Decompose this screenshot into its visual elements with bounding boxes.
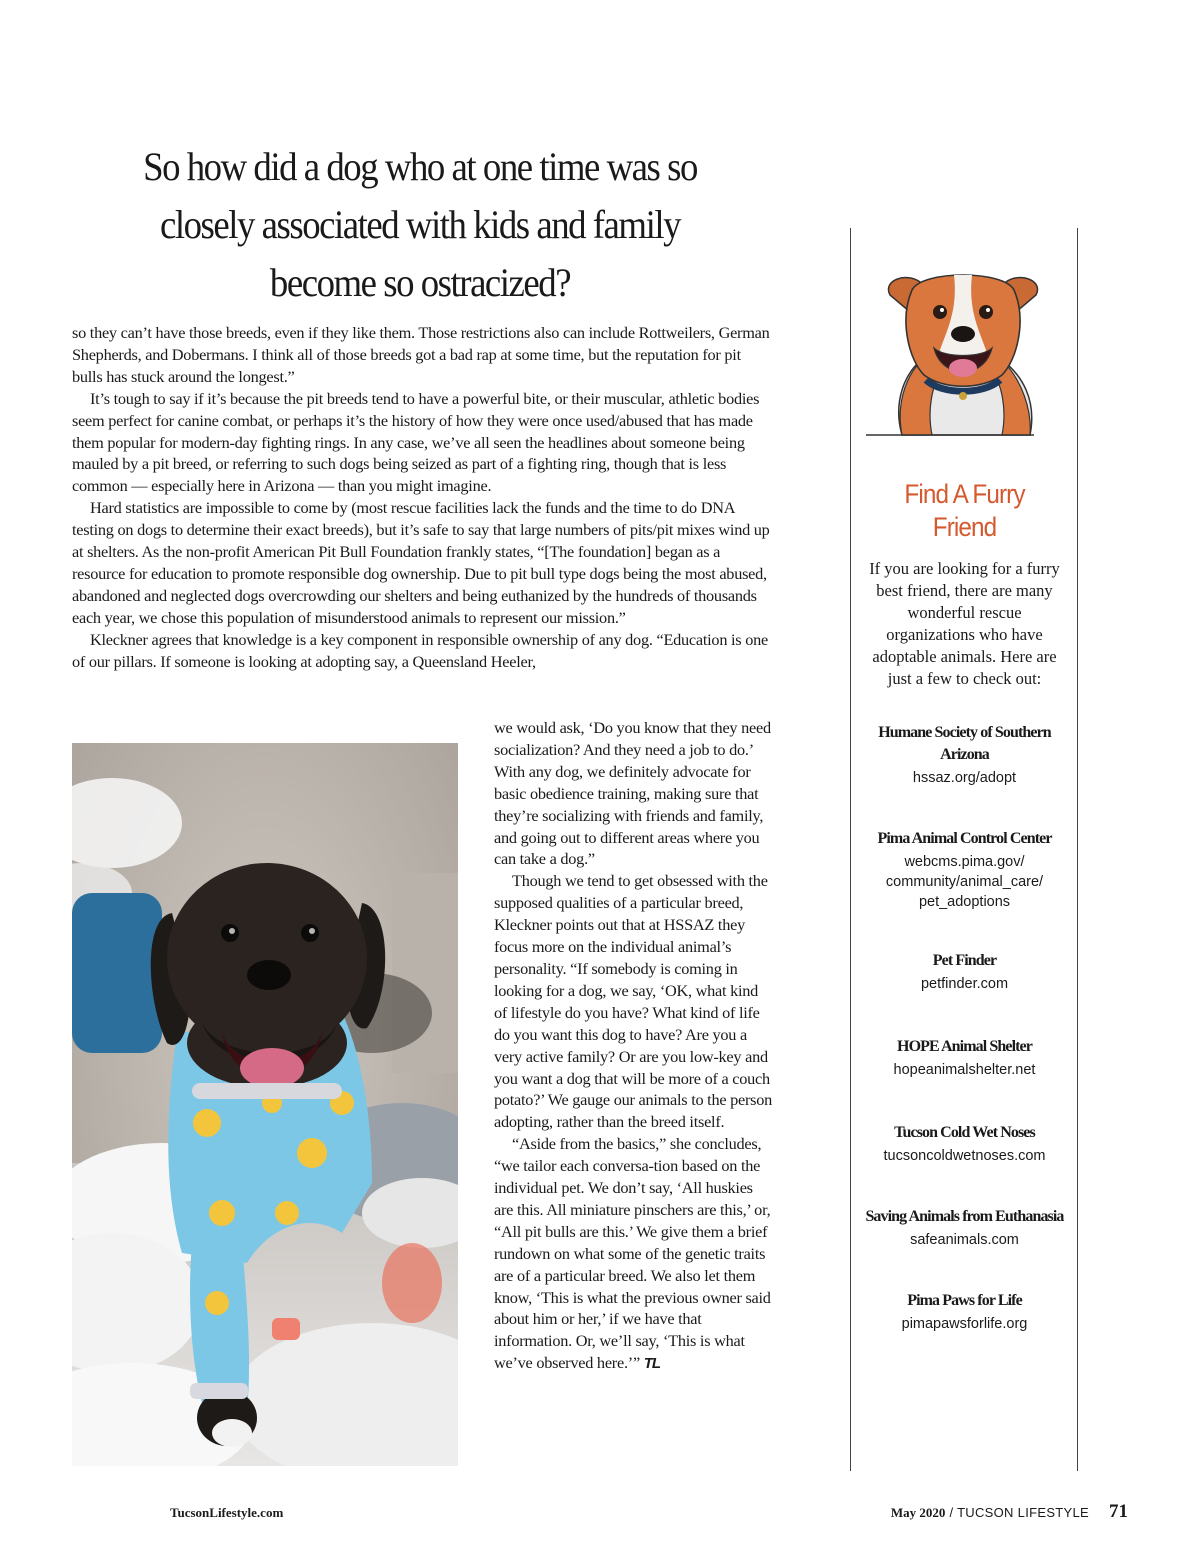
sidebar-find-a-furry-friend: [862, 250, 1067, 1334]
article-paragraph: we would ask, ‘Do you know that they need socialization? And they need a job to do.’ With any dog, we definitely advocate for basic obedience training, making sure that they’re socializing with friends and family, and going out to different areas where you can take a dog.”: [494, 718, 771, 869]
article-body-full-width: [72, 322, 772, 673]
footer-separator: /: [949, 1505, 954, 1520]
org-name: Pima Animal Control Center: [877, 830, 1052, 847]
pull-quote: So how did a dog who at one time was so closely associated with kids and family become so ostracized?: [143, 144, 697, 305]
sidebar-heading: Find A Furry Friend: [904, 479, 1025, 542]
sidebar-right-rule: [1077, 228, 1078, 1471]
org-name: Humane Society of Southern Arizona: [878, 724, 1051, 763]
footer-publication: TUCSON LIFESTYLE: [957, 1505, 1089, 1520]
org-listing: [862, 828, 1067, 912]
org-url[interactable]: pimapawsforlife.org: [901, 1316, 1028, 1332]
org-listing: [862, 950, 1067, 994]
article-paragraph: so they can’t have those breeds, even if they like them. Those restrictions also can include Rottweilers, German Shepherds, and Dobermans. I think all of those breeds got a bad rap at some time, but the reputation for pit bulls has stuck around the longest.”: [72, 323, 770, 386]
org-name: Saving Animals from Euthanasia: [865, 1208, 1064, 1225]
footer-folio: [891, 1501, 1128, 1523]
org-url[interactable]: hssaz.org/adopt: [912, 770, 1017, 786]
dog-photo: [72, 743, 458, 1466]
article-body-narrow-column: [494, 717, 774, 1375]
org-listing: [862, 1036, 1067, 1080]
article-paragraph: It’s tough to say if it’s because the pit breeds tend to have a powerful bite, or their muscular, athletic bodies seem perfect for canine combat, or perhaps it’s the history of how they were once used/abused that has made them popular for modern-day fighting rings. In any case, we’ve all seen the headlines about someone being mauled by a pit breed, or referring to such dogs being seized as part of a fighting ring, though that is less common — especially here in Arizona — than you might imagine.: [72, 388, 760, 496]
org-url[interactable]: hopeanimalshelter.net: [893, 1062, 1036, 1078]
page-number: 71: [1109, 1501, 1128, 1522]
org-listing: [862, 1290, 1067, 1334]
org-url[interactable]: webcms.pima.gov/ community/animal_care/ pet_adoptions: [885, 854, 1044, 910]
org-listing: [862, 1122, 1067, 1166]
footer-site[interactable]: TucsonLifestyle.com: [170, 1505, 284, 1520]
org-listing: [862, 722, 1067, 788]
dog-illustration: [862, 250, 1067, 440]
article-paragraph-text: “Aside from the basics,” she concludes, “we tailor each conversa-tion based on the individual pet. We don’t say, ‘All huskies are this. All miniature pinschers are this,’ or, “All pit bulls are this.’ We give them a brief rundown on what some of the genetic traits are of a particular breed. We also let them know, ‘This is what the previous owner said about him or her,’ if we have that information. Or, we’ll say, ‘This is what we’ve observed here.’”: [494, 1134, 771, 1373]
org-url[interactable]: petfinder.com: [920, 976, 1009, 992]
org-name: Pet Finder: [932, 952, 997, 969]
cartoon-dog-icon: [862, 250, 1067, 440]
sidebar-left-rule: [850, 228, 851, 1471]
org-listing: [862, 1206, 1067, 1250]
article-paragraph: Hard statistics are impossible to come by (most rescue facilities lack the funds and the time to do DNA testing on dogs to determine their exact breeds), but it’s safe to say that large numbers of pits/pit mixes wind up at shelters. As the non-profit American Pit Bull Foundation frankly states, “[The foundation] began as a resource for education to promote responsible dog ownership. Due to pit bull type dogs being the most abused, abandoned and neglected dogs overcrowding our shelters and being euthanized by the hundreds of thousands each year, we chose this population of misunderstood animals to represent our mission.”: [72, 498, 770, 627]
end-mark: TL: [643, 1355, 661, 1373]
dog-in-duck-pajamas-image: [72, 743, 458, 1466]
footer-date: May 2020: [890, 1505, 946, 1520]
org-name: Pima Paws for Life: [907, 1292, 1022, 1309]
org-url[interactable]: tucsoncoldwetnoses.com: [883, 1148, 1046, 1164]
article-paragraph: Though we tend to get obsessed with the supposed qualities of a particular breed, Kleckner points out that at HSSAZ they focus more on the individual animal’s personality. “If somebody is coming in looking for a dog, we say, ‘OK, what kind of lifestyle do you have? What kind of life do you want this dog to have? Are you a very active family? Or are you low-key and you want a dog that will be more of a couch potato?’ We gauge our animals to the person adopting, rather than the breed itself.: [494, 871, 773, 1132]
org-name: Tucson Cold Wet Noses: [894, 1124, 1035, 1141]
org-name: HOPE Animal Shelter: [897, 1038, 1032, 1055]
sidebar-intro: If you are looking for a furry best friend, there are many wonderful rescue organizations who have adoptable animals. Here are just a few to check out:: [869, 559, 1060, 688]
article-paragraph: [494, 1133, 774, 1375]
org-url[interactable]: safeanimals.com: [910, 1232, 1019, 1248]
article-paragraph: Kleckner agrees that knowledge is a key component in responsible ownership of any dog. “Education is one of our pillars. If someone is looking at adopting say, a Queensland Heeler,: [72, 629, 768, 671]
